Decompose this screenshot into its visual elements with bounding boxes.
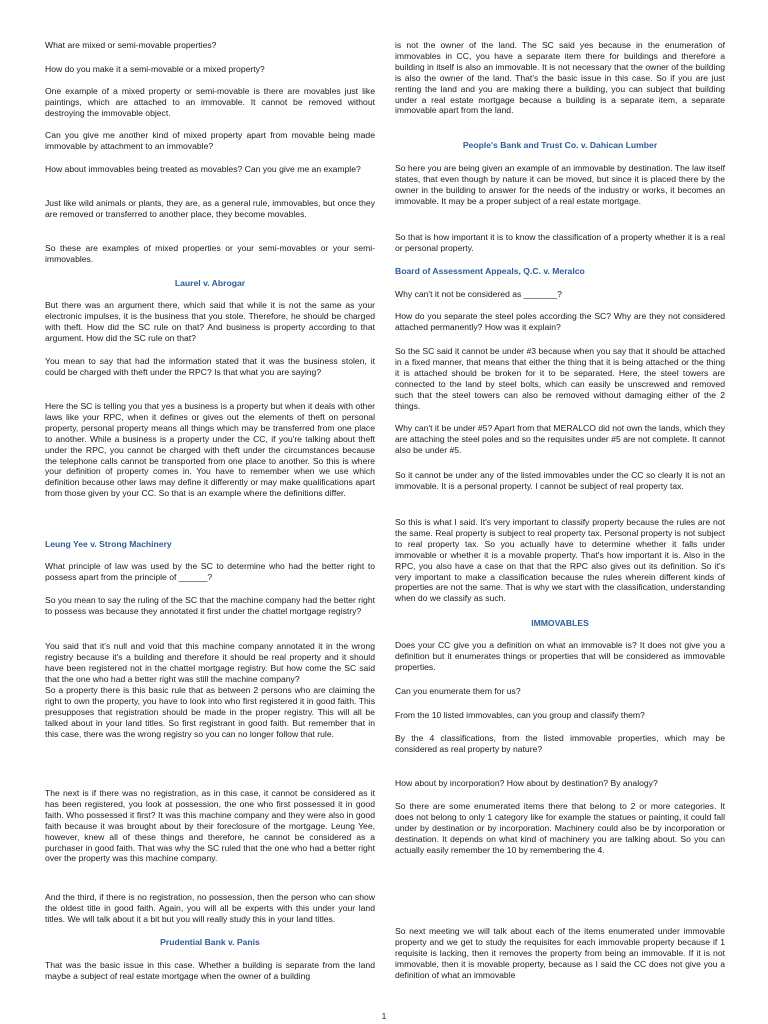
case-heading-leung-yee: Leung Yee v. Strong Machinery	[45, 539, 172, 549]
case-heading-peoples-bank: People's Bank and Trust Co. v. Dahican Lumber	[462, 140, 658, 150]
paragraph: How do you make it a semi-movable or a mixed property?	[45, 64, 265, 74]
paragraph: Just like wild animals or plants, they are, as a general rule, immovables, but once they are removed or transferred to another place, they become movables.	[45, 198, 375, 219]
paragraph: You said that it's null and void that this machine company annotated it in the wrong registry because it's a building and therefore it should be real property and it should have been registered not in the chattel mortgage registry. But how come the SC said that the one who had a better right was still the machine company?	[45, 641, 375, 684]
case-heading-meralco: Board of Assessment Appeals, Q.C. v. Meralco	[395, 266, 585, 276]
paragraph: So it cannot be under any of the listed immovables under the CC so clearly it is not an immovable. It is a personal property. I cannot be subject of real property tax.	[395, 470, 725, 491]
paragraph: One example of a mixed property or semi-movable is there are movables just like paintings, which are attached to an immovable. It cannot be removed without destroying the immovable object.	[45, 86, 375, 118]
paragraph: So that is how important it is to know the classification of a property whether it is a real or personal property.	[395, 232, 725, 253]
paragraph: So the SC said it cannot be under #3 because when you say that it should be attached in a fixed manner, that means that either the thing that it is being attached or the thing it is attached should be broken for it to be separated. Here, the steel towers are connected to the land by steel bolts, which can easily be unscrewed and removed such that the steel towers can also be removed without damaging either of the 2 things.	[395, 346, 725, 411]
paragraph: But there was an argument there, which said that while it is not the same as your electronic impulses, it is the business that you stole. Therefore, he should be charged with theft. How did the SC rule on that? And business is property according to that argument. How did the SC rule on that?	[45, 300, 375, 343]
section-heading-immovables: IMMOVABLES	[531, 618, 589, 628]
paragraph: So you mean to say the ruling of the SC that the machine company had the better right to possess was because they annotated it first under the chattel mortgage registry?	[45, 595, 375, 616]
paragraph: From the 10 listed immovables, can you group and classify them?	[395, 710, 645, 720]
paragraph: What are mixed or semi-movable properties?	[45, 40, 217, 50]
paragraph: That was the basic issue in this case. Whether a building is separate from the land maybe a subject of real estate mortgage when the owner of a building	[45, 960, 375, 981]
paragraph: By the 4 classifications, from the listed immovable properties, which may be considered as real property by nature?	[395, 733, 725, 754]
paragraph: Why can't it be under #5? Apart from that MERALCO did not own the lands, which they are attaching the steel poles and so the requisites under #5 are not complete. It cannot also be under #5.	[395, 423, 725, 455]
paragraph: Why can't it not be considered as _______?	[395, 289, 562, 299]
paragraph: How about immovables being treated as movables? Can you give me an example?	[45, 164, 361, 174]
paragraph: Here the SC is telling you that yes a business is a property but when it deals with other laws like your RPC, when it defines or gives out the elements of theft on personal property, personal property means all things which may be transferred from one place to another. While a business is a property under the CC, if you're talking about theft under the RPC, you cannot be charged with theft under the circumstances because the telephone calls cannot be transported from one place to another. So this is where your definition of property comes in. You have to remember when we use which definition because other laws may define it differently or may make qualifications apart from those given by your CC. So that is an example where the definitions differ.	[45, 401, 375, 499]
paragraph: is not the owner of the land. The SC said yes because in the enumeration of immovables in CC, you have a separate item there for buildings and therefore a building in itself is also an immovable. It is not necessary that the owner of the building is also the owner of the land. That's the basic issue in this case. So if you are just renting the land and you are making there a building, you can subject that building under a real estate mortgage because a building is a separate item, a separate immovable apart from the land.	[395, 40, 725, 116]
case-heading-laurel: Laurel v. Abrogar	[174, 278, 246, 288]
paragraph: And the third, if there is no registration, no possession, then the person who can show the oldest title in good faith. Again, you will all be experts with this under your land titles. We will talk about it a bit but you will really study this in your land titles.	[45, 892, 375, 924]
paragraph: So there are some enumerated items there that belong to 2 or more categories. It does not belong to only 1 category like for example the statues or painting, it could fall under by destination or by incorporation. Machinery could also be by incorporation or destination. It depends on what kind of machinery you are talking about. So you can actually easily remember the 10 by remembering the 4.	[395, 801, 725, 855]
paragraph: The next is if there was no registration, as in this case, it cannot be considered as it has been registered, you look at possession, the one who first possessed it in good faith. Who possessed it first? It was this machine company and they were also in good faith because it was brought about by their foreclosure of the mortgage. Leung Yee, however, knew all of these things and therefore, he cannot be considered as a purchaser in good faith. That was why the SC ruled that the one who had a better right over the property was this machine company.	[45, 788, 375, 864]
paragraph: Can you give me another kind of mixed property apart from movable being made immovable by attachment to an immovable?	[45, 130, 375, 151]
page-number: 1	[381, 1012, 387, 1021]
paragraph: So this is what I said. It's very important to classify property because the rules are not the same. Real property is subject to real property tax. Personal property is not subject to real property tax. So you actually have to determine whether it falls under immovable or whether it is a movable property. That's how important it is. Also in the RPC, you also have a case on that that the RPC also gives out its definition. So it's very important to make a classification because the rules wherein different kinds of properties are not the same. That is why we start with the classification, understanding when do we classify as such.	[395, 517, 725, 604]
paragraph: Does your CC give you a definition on what an immovable is? It does not give you a definition but it enumerates things or properties that will be considered as immovable properties.	[395, 640, 725, 672]
paragraph: What principle of law was used by the SC to determine who had the better right to possess apart from the principle of ______?	[45, 561, 375, 582]
case-heading-prudential: Prudential Bank v. Panis	[160, 937, 260, 947]
paragraph: So next meeting we will talk about each of the items enumerated under immovable property and we get to study the requisites for each immovable property because if 1 requisite is lacking, then it removes the property from being an immovable. If it is not immovable, then it is movable property, because as I said the CC does not give you a definition of what an immovable	[395, 926, 725, 980]
paragraph: So a property there is this basic rule that as between 2 persons who are claiming the right to own the property, you have to look into who first registered it in good faith. This presupposes that registration should be made in the proper registry. This will all be talked about in your land titles. So first registrant in good faith. But remember that in this case, there was the wrong registry so you can no longer follow that rule.	[45, 685, 375, 739]
paragraph: How do you separate the steel poles according the SC? Why are they not considered attached permanently? How was it explain?	[395, 311, 725, 332]
paragraph: So these are examples of mixed properties or your semi-movables or your semi-immovables.	[45, 243, 375, 264]
paragraph: How about by incorporation? How about by destination? By analogy?	[395, 778, 658, 788]
paragraph: Can you enumerate them for us?	[395, 686, 521, 696]
paragraph: You mean to say that had the information stated that it was the business stolen, it could be charged with theft under the RPC? Is that what you are saying?	[45, 356, 375, 377]
paragraph: So here you are being given an example of an immovable by destination. The law itself states, that even though by nature it can be moved, but since it is placed there by the owner in the building to answer for the needs of the industry or works, it becomes an immovable. It may be a proper subject of a real estate mortgage.	[395, 163, 725, 206]
